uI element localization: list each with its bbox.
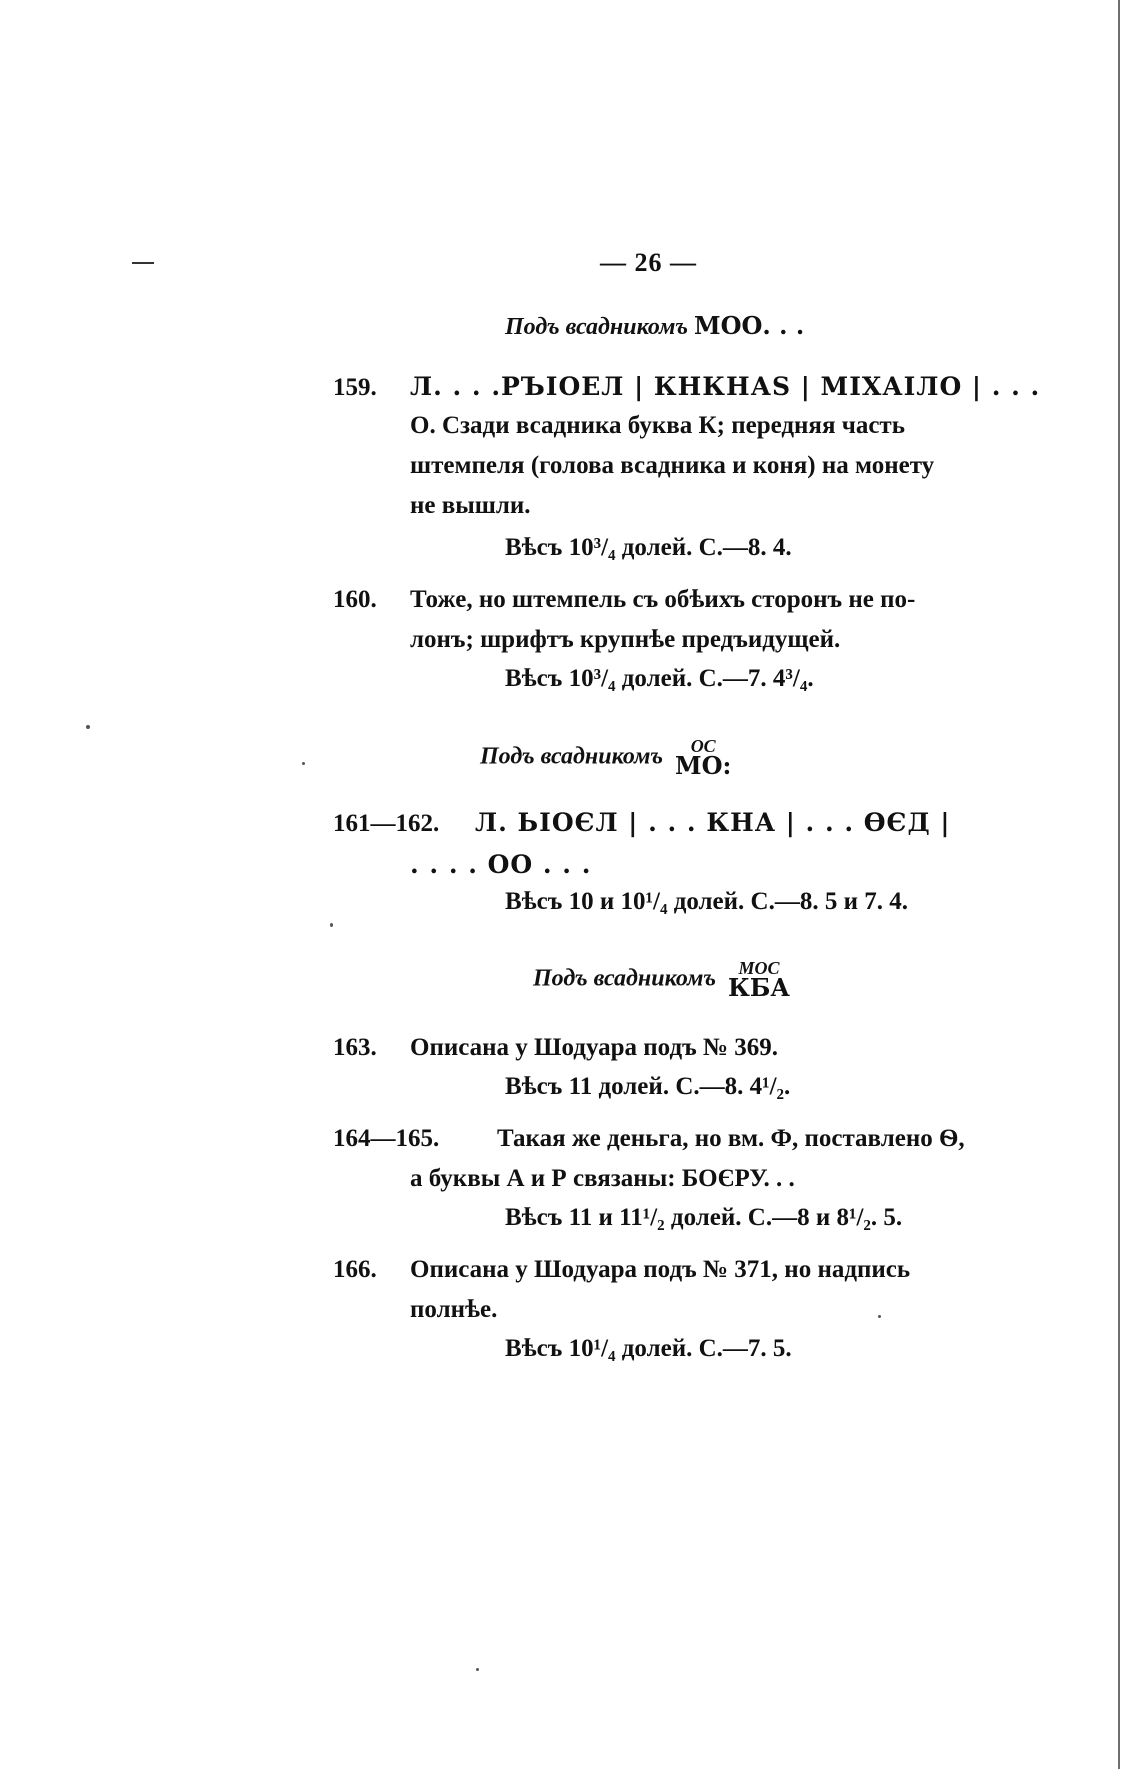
heading-text: Подъ всадникомъ — [533, 965, 717, 992]
heading-legend: МОО. . . — [694, 311, 805, 340]
heading-legend — [728, 958, 790, 1003]
weight-line: Вѣсъ 10¹/₄ долей. С.—7. 5. — [505, 1335, 792, 1362]
entry-line: . . . . ОО . . . — [410, 850, 592, 879]
section-heading — [480, 736, 732, 781]
entry-line: а буквы А и Р связаны: БОЄРУ. . . — [410, 1165, 795, 1192]
entry-line: Описана у Шодуара подъ № 371, но надпись — [410, 1256, 911, 1283]
legend-top: МОС — [738, 958, 780, 978]
heading-legend — [675, 736, 732, 781]
section-heading — [533, 958, 790, 1003]
entry-line: Л. . . .РЪІОЕЛ | КНКНАЅ | МІХАІЛО | . . . — [410, 372, 1041, 401]
entry-line: Описана у Шодуара подъ № 369. — [410, 1034, 779, 1061]
weight-line: Вѣсъ 10³/₄ долей. С.—8. 4. — [505, 534, 792, 561]
scan-speck — [86, 725, 90, 729]
margin-mark — [132, 262, 154, 264]
heading-text: Подъ всадникомъ — [505, 314, 689, 340]
legend-bottom: МО: — [675, 751, 732, 781]
entry-number: 166. — [333, 1256, 377, 1283]
weight-line: Вѣсъ 11 и 11¹/₂ долей. С.—8 и 8¹/₂. 5. — [505, 1204, 903, 1231]
scan-speck — [878, 1315, 881, 1318]
legend-bottom: КБА — [728, 973, 790, 1003]
scan-speck — [476, 1668, 479, 1671]
entry-line: штемпеля (голова всадника и коня) на монету — [410, 452, 935, 479]
entry-line: не вышли. — [410, 492, 531, 519]
scan-speck — [302, 762, 305, 765]
weight-line: Вѣсъ 10³/₄ долей. С.—7. 4³/₄. — [505, 665, 814, 692]
entry-line: Такая же деньга, но вм. Ф, поставлено Ѳ, — [497, 1125, 965, 1152]
entry-number: 163. — [333, 1034, 377, 1061]
entry-number: 161—162. — [333, 810, 440, 837]
heading-text: Подъ всадникомъ — [480, 743, 664, 770]
weight-line: Вѣсъ 11 долей. С.—8. 4¹/₂. — [505, 1073, 791, 1100]
entry-line: полнѣе. — [410, 1296, 498, 1323]
legend-top: ОС — [690, 736, 716, 756]
entry-number: 159. — [333, 374, 377, 401]
weight-line: Вѣсъ 10 и 10¹/₄ долей. С.—8. 5 и 7. 4. — [505, 888, 908, 915]
page-number: — 26 — — [600, 248, 697, 277]
entry-line: лонъ; шрифтъ крупнѣе предъидущей. — [410, 626, 841, 653]
entry-line: Тоже, но штемпель съ обѣихъ сторонъ не по- — [410, 586, 916, 613]
entry-line: О. Сзади всадника буква К; передняя часть — [410, 412, 905, 439]
entry-number: 164—165. — [333, 1125, 440, 1152]
scan-speck — [330, 923, 333, 927]
entry-number: 160. — [333, 586, 377, 613]
page-edge-rule — [1118, 0, 1120, 1769]
section-heading — [505, 311, 804, 341]
entry-line: Л. ЬІОЄЛ | . . . КНА | . . . ѲЄД | — [475, 808, 951, 837]
